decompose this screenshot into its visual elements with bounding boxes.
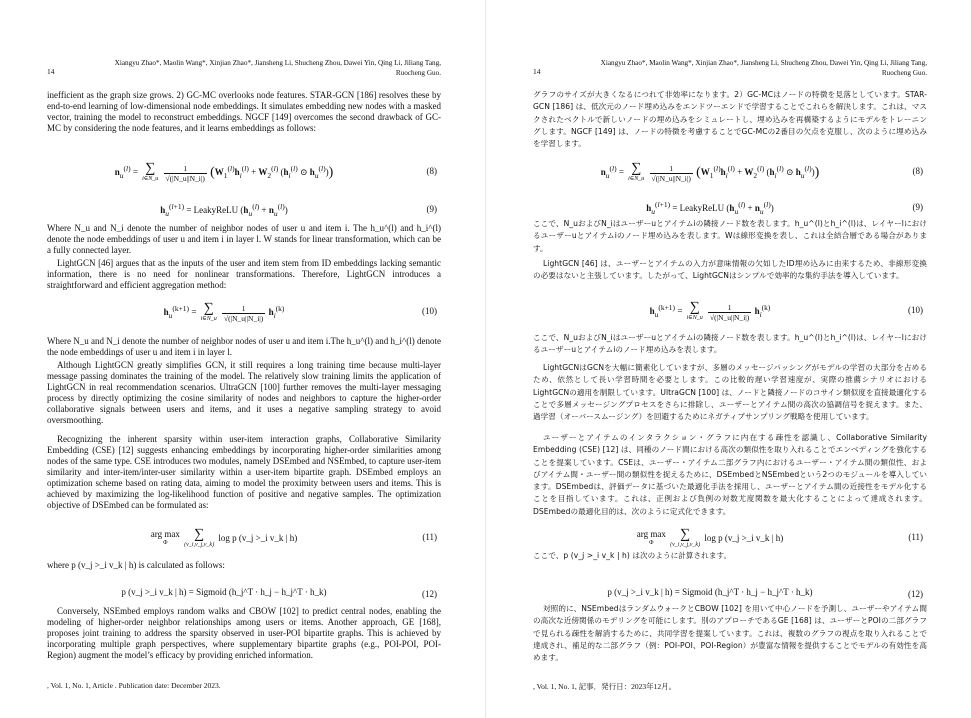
- running-header: [547, 58, 927, 78]
- equation-number: (10): [908, 305, 923, 315]
- header-authors-cont: Ruocheng Guo.: [395, 69, 441, 77]
- equation-10: [533, 301, 927, 325]
- page-japanese: [486, 0, 971, 718]
- sum-symbol: ∑ (v_i,v_j,v_k): [670, 527, 701, 548]
- paragraph-notation: ここで、N_uおよびN_iはユーザーuとアイテムiの隣接ノード数を表します。h_u^(l)とh_i^(l)は、レイヤーlにおけるユーザーuとアイテムiのノード埋め込みを表します。Wは線形変換を表し、これは全結合層である場合があります。: [533, 219, 927, 253]
- paragraph-where: ここで、p (v_j >_i v_k | h) は次のように計算されます。: [533, 551, 732, 560]
- header-authors-cont: Ruocheng Guo.: [881, 69, 927, 77]
- paragraph-notation-2: ここで、N_uおよびN_iはユーザーuとアイテムiの隣接ノード数を表します。h_u^(l)とh_i^(l)は、レイヤーlにおけるユーザーuとアイテムiのノード埋め込みを表します。: [533, 333, 927, 355]
- equation-number: (9): [912, 202, 923, 212]
- equation-number: (8): [912, 166, 923, 176]
- equation-8-body: $n_u^{(l)}$ = ∑ i∈N_u $\frac{1}{√(|N\_u||N\_i|)}$ ($W_1^{(l)}h_i^{(l)} + W_2^{(l)}$ ($h_i^{(l)}$ ⊙ $h_u^{(l)}$)): [114, 161, 334, 183]
- equation-number: (11): [422, 532, 437, 542]
- equation-number: (11): [908, 532, 923, 542]
- fraction: $\frac{1}{√(|N\_u||N\_i|)}$: [710, 302, 750, 322]
- paragraph-nsembed: 対照的に、NSEmbedはランダムウォークとCBOW [102] を用いて中心ノードを予測し、ユーザーやアイテム間の高次な近傍関係のモデリングを可能にします。別のアプローチであるGE [168] は、ユーザーとPOIの二部グラフで見られる疎性を解消するために、共同学習を提案しています。これは、複数のグラフの視点を取り入れることで達成され、補足的な二部グラフ（例：POI-POI、POI-Region）が豊富な情報を提供することでモデルの有効性を高めます。: [533, 604, 927, 663]
- page-english: [0, 0, 485, 718]
- paragraph-intro: グラフのサイズが大きくなるにつれて非効率になります。2）GC-MCはノードの特徴を見落としています。STAR-GCN [186] は、低次元のノード埋め込みをエンドツーエンドで学習することでこれらを解決します。これは、マスクされたベクトルで新しいノードの埋め込みをシミュレートし、埋め込みを再構築するようにモデルをトレーニングします。NGCF [149] は、ノードの特徴を考慮することでGC-MCの2番目の欠点を克服し、次のように埋め込みを学習します。: [533, 90, 927, 149]
- page-footer: , Vol. 1, No. 1, Article . Publication date: December 2023.: [47, 681, 221, 690]
- paragraph-lightgcn: LightGCN [46] は、ユーザーとアイテムの入力が意味情報の欠如したID埋め込みに由来するため、非線形変換の必要はないと主張しています。したがって、LightGCNはシンプルで効率的な集約手法を導入しています。: [533, 259, 927, 281]
- sum-symbol: ∑ i∈N_u: [686, 300, 703, 321]
- sum-symbol: ∑ i∈N_u: [142, 161, 159, 182]
- running-header: [61, 58, 441, 78]
- equation-number: (9): [426, 204, 437, 214]
- equation-10: [47, 302, 441, 326]
- page-number: 14: [533, 67, 541, 76]
- equation-12-body: p (v_j >_i v_k | h) = Sigmoid (h_j^T · h_j − h_j^T · h_k): [607, 587, 813, 597]
- page-number: 14: [47, 67, 55, 76]
- equation-10-body: $h_u^{(k+1)}$ = ∑ i∈N_u $\frac{1}{√(|N\_u||N\_i|)}$ $h_i^{(k)}$: [163, 301, 285, 323]
- fraction: $\frac{1}{√(|N\_u||N\_i|)}$: [165, 163, 205, 183]
- header-authors: Xiangyu Zhao*, Maolin Wang*, Xinjian Zhao*, Jiansheng Li, Shucheng Zhou, Dawei Yin, Qing Li, Jiliang Tang,: [600, 59, 927, 67]
- equation-11: [533, 528, 927, 552]
- equation-11: [47, 528, 441, 552]
- equation-9-body: $h_u^{(l+1)}$ = LeakyReLU $(h_u^{(l)} + n_u^{(l)})$: [646, 200, 774, 216]
- equation-number: (10): [422, 306, 437, 316]
- equation-12-body: p (v_j >_i v_k | h) = Sigmoid (h_j^T · h_j − h_j^T · h_k): [121, 587, 327, 597]
- equation-number: (12): [422, 589, 437, 599]
- sum-symbol: ∑ (v_i,v_j,v_k): [184, 527, 215, 548]
- equation-9: [47, 200, 441, 224]
- header-authors: Xiangyu Zhao*, Maolin Wang*, Xinjian Zhao*, Jiansheng Li, Shucheng Zhou, Dawei Yin, Qing Li, Jiliang Tang,: [114, 59, 441, 67]
- equation-10-body: $h_u^{(k+1)}$ = ∑ i∈N_u $\frac{1}{√(|N\_u||N\_i|)}$ $h_i^{(k)}$: [649, 300, 771, 322]
- equation-8-body: $n_u^{(l)}$ = ∑ i∈N_u $\frac{1}{√(|N\_u||N\_i|)}$ ($W_1^{(l)}h_i^{(l)} + W_2^{(l)}$ ($h_i^{(l)}$ ⊙ $h_u^{(l)}$)): [600, 161, 820, 183]
- paragraph-cse: Recognizing the inherent sparsity within user-item interaction graphs, Collaborative Similarity Embedding (CSE) [12] suggests enhancing embeddings by incorporating higher-order similarities among nodes of the same type. CSE introduces two modules, namely DSEmbed and NSEmbed, to capture user-item similarity and inter-item/inter-user similarity within a user-item bipartite graph. DSEmbed employs an optimization scheme based on rating data, aiming to model the proximity between users and items. This is achieved by maximizing the log-likelihood function of positive and negative samples. The optimization objective of DSEmbed can be formulated as:: [47, 434, 441, 510]
- equation-8: [533, 162, 927, 186]
- page-footer: , Vol. 1, No. 1, 記事．発行日：2023年12月。: [533, 682, 677, 691]
- paragraph-lightgcn: LightGCN [46] argues that as the inputs of the user and item stem from ID embeddings lacking semantic information, there is no need for nonlinear transformations. Therefore, LightGCN introduces a straightforward and efficient aggregation method:: [47, 258, 441, 290]
- fraction: $\frac{1}{√(|N\_u||N\_i|)}$: [224, 303, 264, 323]
- sum-symbol: ∑ i∈N_u: [628, 161, 645, 182]
- equation-11-body: arg max Φ ∑ (v_i,v_j,v_k) log p (v_j >_i v_k | h): [636, 527, 784, 548]
- equation-8: [47, 162, 441, 186]
- paragraph-ultragcn: LightGCNはGCNを大幅に簡素化していますが、多層のメッセージパッシングがモデルの学習の大部分を占めるため、依然として長い学習時間を必要とします。この比較的遅い学習速度が、実際の推薦シナリオにおけるLightGCNの適用を制限しています。UltraGCN [100] は、ノードと隣接ノードのコサイン類似度を直接最適化することで多層メッセージングプロセスをさらに排除し、ユーザーとアイテム間の高次の協調信号を捉えます。また、過学習（オーバースムージング）を回避するためにネガティブサンプリング戦略を使用しています。: [533, 363, 928, 422]
- paragraph-notation: Where N_u and N_i denote the number of neighbor nodes of user u and item i. The h_u^(l) and h_i^(l) denote the node embeddings of user u and item i in layer l. W stands for linear transformation, which can be a fully connected layer.: [47, 223, 441, 255]
- fraction: $\frac{1}{√(|N\_u||N\_i|)}$: [651, 163, 691, 183]
- equation-11-body: arg max Φ ∑ (v_i,v_j,v_k) log p (v_j >_i v_k | h): [150, 527, 298, 548]
- paragraph-where: where p (v_j >_i v_k | h) is calculated as follows:: [47, 560, 225, 570]
- paragraph-ultragcn: Although LightGCN greatly simplifies GCN, it still requires a long training time because multi-layer message passing dominates the training of the model. The relatively slow training limits the application of LightGCN in real recommendation scenarios. UltraGCN [100] further removes the multi-layer messaging process by directly optimizing the cosine similarity of nodes and neighbors to capture the higher-order collaborative signals between users and items, and it uses a negative sampling strategy to avoid oversmoothing.: [47, 360, 441, 425]
- paragraph-cse: ユーザーとアイテムのインタラクション・グラフに内在する疎性を認識し、Collaborative Similarity Embedding (CSE) [12] は、同種のノード間における高次の類似性を取り入れることでエンベディングを強化することを提案しています。CSEは、ユーザー・アイテム二部グラフ内におけるユーザー・アイテム間の類似性、およびアイテム間・ユーザー間の類似性を捉えるために、DSEmbedとNSEmbedという2つのモジュールを導入しています。DSEmbedは、評価データに基づいた最適化手法を採用し、ユーザーとアイテム間の近接性をモデル化することを目指しています。これは、正例および負例の対数尤度関数を最大化することによって達成されます。DSEmbedの最適化目的は、次のように定式化できます。: [533, 433, 927, 516]
- paragraph-intro: inefficient as the graph size grows. 2) GC-MC overlooks node features. STAR-GCN [186] resolves these by end-to-end learning of low-dimensional node embeddings. It simulates embedding new nodes with a masked vector, training the model to reconstruct embeddings. NGCF [149] overcomes the second drawback of GC-MC by considering the node features, and it learns embeddings as follows:: [47, 90, 441, 133]
- paragraph-notation-2: Where N_u and N_i denote the number of neighbor nodes of user u and item i.The h_u^(l) and h_i^(l) denote the node embeddings of user u and item i in layer l.: [47, 336, 441, 357]
- equation-number: (8): [426, 166, 437, 176]
- sum-symbol: ∑ i∈N_u: [200, 301, 217, 322]
- equation-number: (12): [908, 589, 923, 599]
- equation-9-body: $h_u^{(l+1)}$ = LeakyReLU $(h_u^{(l)} + n_u^{(l)})$: [160, 202, 288, 218]
- paragraph-nsembed: Conversely, NSEmbed employs random walks and CBOW [102] to predict central nodes, enabling the modeling of higher-order neighbor relationships among users or items. Another approach, GE [168], proposes joint training to address the sparsity observed in user-POI bipartite graphs. This is achieved by incorporating multiple graph perspectives, where supplementary bipartite graphs (e.g., POI-POI, POI-Region) augment the model’s efficacy by providing enriched information.: [47, 606, 441, 660]
